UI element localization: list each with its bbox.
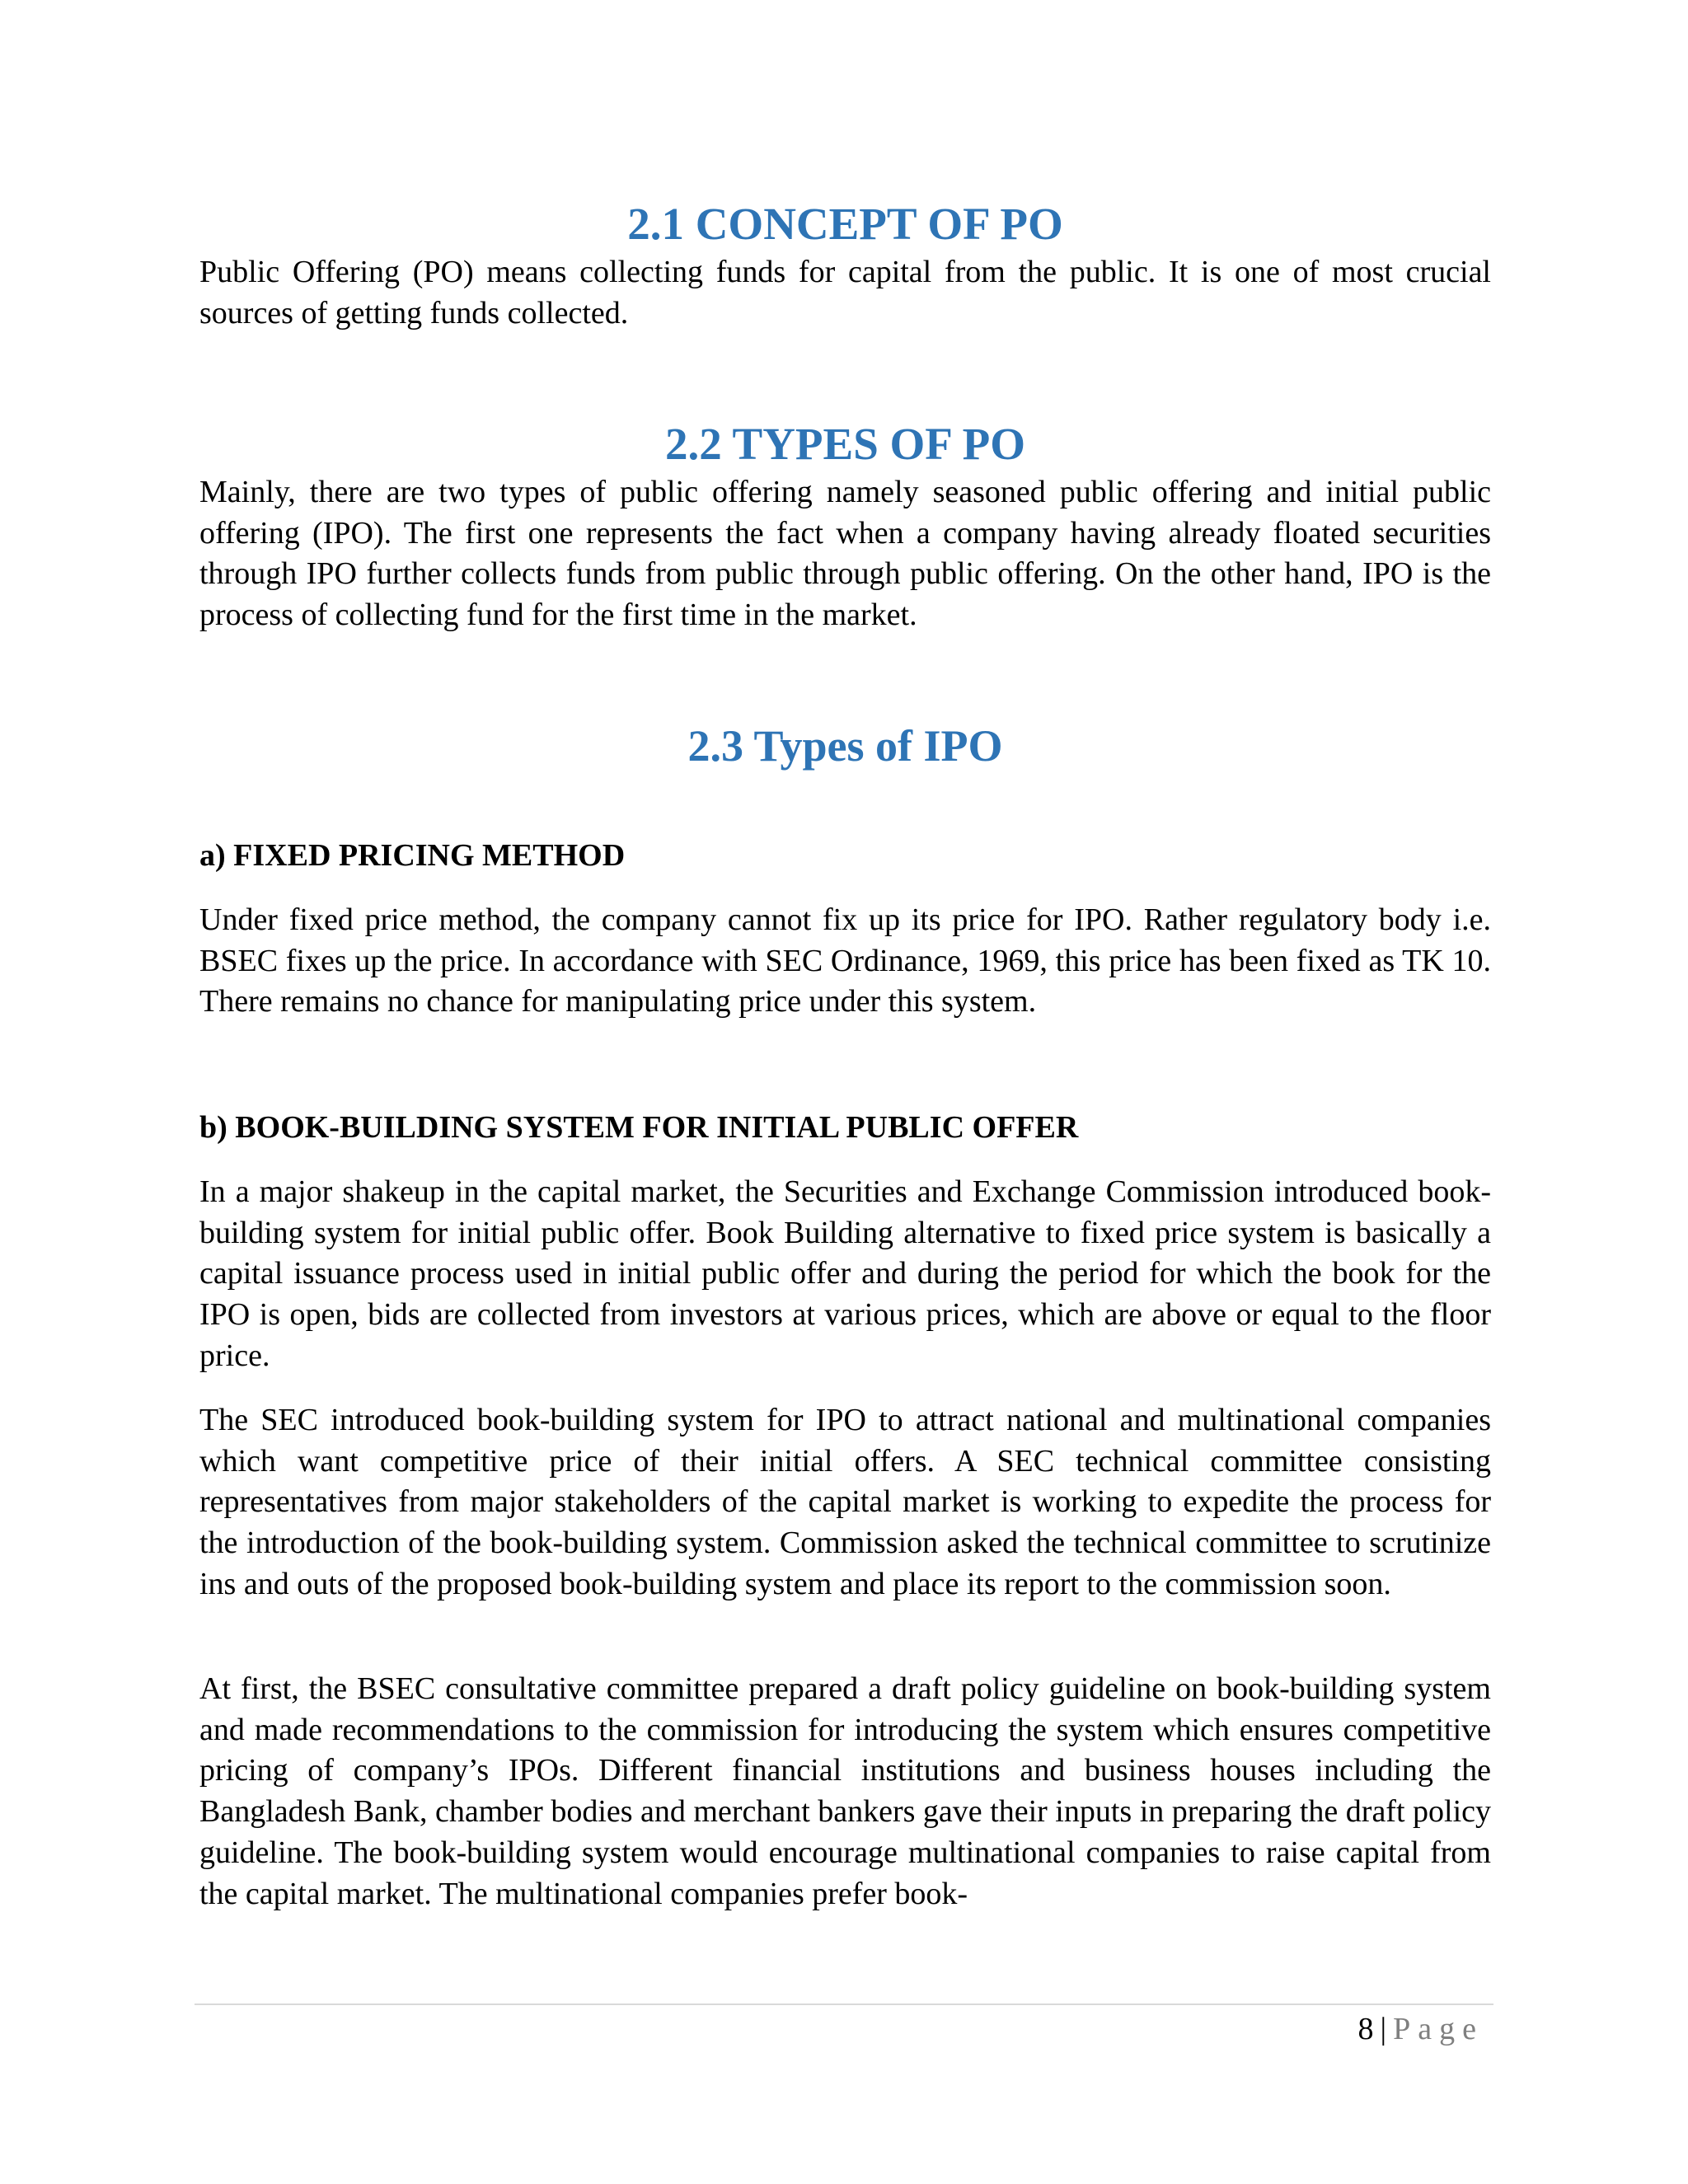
- page-number: 8: [1357, 2012, 1374, 2046]
- subheading-book-building-system: b) BOOK-BUILDING SYSTEM FOR INITIAL PUBLIC OFFER: [199, 1110, 1079, 1145]
- paragraph-book-building-3: At first, the BSEC consultative committee prepared a draft policy guideline on book-building system and made recommendations to the commission for introducing the system which ensures competitive pricing of company’s IPOs. Different financial institutions and business houses including the Bangladesh Bank, chamber bodies and merchant bankers gave their inputs in preparing the draft policy guideline. The book-building system would encourage multinational companies to raise capital from the capital market. The multinational companies prefer book-: [199, 1671, 1491, 1911]
- paragraph-book-building-1: In a major shakeup in the capital market, the Securities and Exchange Commission introduced book-building system for initial public offer. Book Building alternative to fixed price system is basically a capital issuance process used in initial public offer and during the period for which the book for the IPO is open, bids are collected from investors at various prices, which are above or equal to the floor price.: [199, 1174, 1491, 1373]
- section-heading-types-of-po: 2.2 TYPES OF PO: [665, 419, 1025, 469]
- paragraph-types-of-po: Mainly, there are two types of public offering namely seasoned public offering and initial public offering (IPO). The first one represents the fact when a company having already floated securities through IPO further collects funds from public through public offering. On the other hand, IPO is the process of collecting fund for the first time in the market.: [199, 475, 1491, 633]
- section-heading-concept-of-po: 2.1 CONCEPT OF PO: [627, 199, 1063, 249]
- page-footer: [1358, 2008, 1484, 2050]
- subheading-fixed-pricing-method: a) FIXED PRICING METHOD: [199, 838, 626, 873]
- footer-separator: |: [1380, 2012, 1387, 2046]
- section-heading-types-of-ipo: 2.3 Types of IPO: [687, 721, 1003, 771]
- paragraph-concept-of-po: Public Offering (PO) means collecting funds for capital from the public. It is one of most crucial sources of getting funds collected.: [199, 255, 1491, 330]
- page-label: Page: [1393, 2012, 1484, 2046]
- footer-divider: [195, 2004, 1493, 2005]
- paragraph-book-building-2: The SEC introduced book-building system for IPO to attract national and multinational companies which want competitive price of their initial offers. A SEC technical committee consisting representatives from major stakeholders of the capital market is working to expedite the process for the introduction of the book-building system. Commission asked the technical committee to scrutinize ins and outs of the proposed book-building system and place its report to the commission soon.: [199, 1403, 1491, 1601]
- paragraph-fixed-pricing-method: Under fixed price method, the company cannot fix up its price for IPO. Rather regulatory body i.e. BSEC fixes up the price. In accordance with SEC Ordinance, 1969, this price has been fixed as TK 10. There remains no chance for manipulating price under this system.: [199, 902, 1491, 1019]
